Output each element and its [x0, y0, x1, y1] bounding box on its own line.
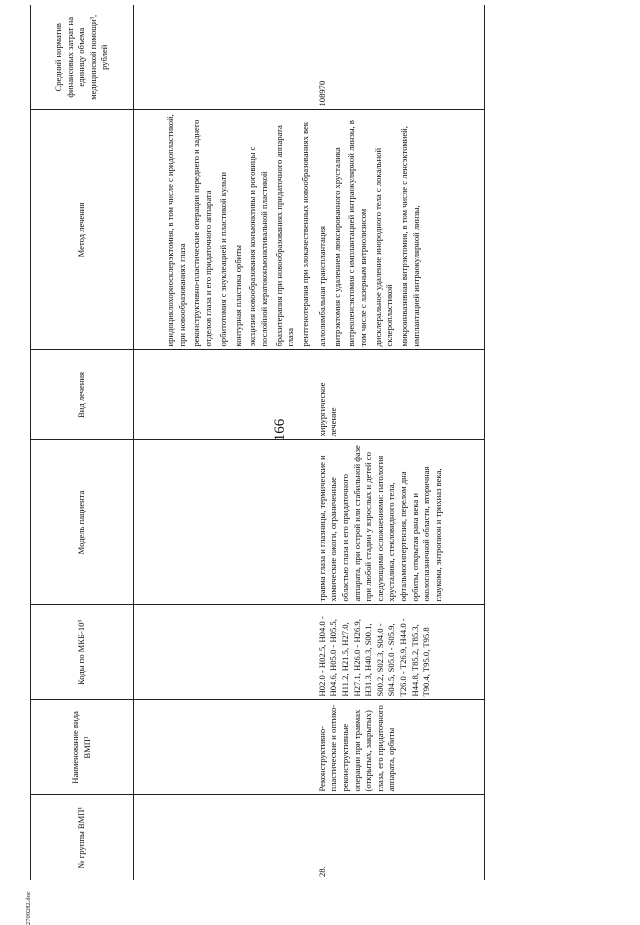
- method-item: эксцизия новообразования конъюнктивы и роговицы с послойной кератоконъюнктивальной пластикой: [247, 146, 269, 347]
- header-group-number: № группы ВМП¹: [31, 795, 134, 880]
- cost-cell: 108970: [316, 5, 485, 110]
- header-patient-model: Модель пациента: [31, 440, 134, 605]
- document-id: 2709282.doc: [25, 891, 32, 925]
- table-row: [316, 5, 485, 880]
- treatment-methods-cell: [316, 110, 485, 350]
- vmp-name-cell: Реконструктивно-пластические и оптико-реконструктивные операции при травмах (открытых, закрытых) глаза, его придаточного аппарата, орбиты: [316, 700, 485, 795]
- icd-codes-cell: H02.0 - H02.5, H04.0 - H04.6, H05.0 - H05.5, H11.2, H21.5, H27.0, H27.1, H26.0 - H26.9, H31.3, H40.3, S00.1, S00.2, S02.3, S04.0 - S04.5, S05.0 - S05.9, T26.0 - T26.9, H44.0 - H44.8, T85.2, T85.3, T90.4, T95.0, T95.8: [316, 605, 485, 700]
- method-item: иридоциклохориосклерэктомия, в том числе с иридопластикой, при новообразованиях глаза: [165, 114, 187, 347]
- method-item: брахитерапия при новообразованиях придаточного аппарата глаза: [273, 125, 296, 347]
- continuation-methods-cell: [164, 110, 316, 350]
- group-number-cell: 28.: [316, 795, 485, 880]
- header-treatment-type: Вид лечения: [31, 350, 134, 440]
- page-number: 166: [272, 418, 288, 442]
- header-vmp-name: Наименование вида ВМП¹: [31, 700, 134, 795]
- method-item: орбитотомия с энуклеацией и пластикой культи: [217, 172, 228, 347]
- header-cost-norm: Средний норматив финансовых затрат на единицу объема медицинской помощи³, рублей: [31, 5, 134, 110]
- patient-model-cell: травма глаза и глазницы, термические и химические ожоги, ограниченные областью глаза и его придаточного аппарата, при острой или стабильной фазе при любой стадии у взрослых и детей со следующими осложнениями: патология хрусталика, стекловидного тела, офтальмогипертензия, перелом дна орбиты, открытая рана века и окологлазничной области, вторичная глаукома, энтропион и трихиаз века,: [316, 440, 485, 605]
- method-item: рентгенотерапия при злокачественных новообразованиях век: [300, 121, 311, 347]
- method-item: витреоленсэктомия с имплантацией интраокулярной линзы, в том числе с лазерным витриолизисом: [346, 120, 368, 347]
- header-icd-codes: Коды по МКБ-10³: [31, 605, 134, 700]
- continuation-row: [164, 5, 316, 880]
- method-item: дисклеральное удаление инородного тела с локальной склеропластикой: [372, 147, 395, 347]
- vmp-table: [30, 5, 485, 880]
- method-item: реконструктивно-пластические операции переднего и заднего отделов глаза и его придаточного аппарата: [191, 119, 213, 347]
- table-spacer-row: [134, 5, 165, 880]
- method-item: контурная пластика орбиты: [232, 245, 243, 347]
- header-treatment-method: Метод лечения: [31, 110, 134, 350]
- method-item: витрэктомия с удалением люксированного хрусталика: [331, 147, 342, 347]
- table-header-row: [31, 5, 134, 880]
- rotated-page: [30, 5, 600, 880]
- treatment-type-cell: хирургическое лечение: [316, 350, 485, 440]
- method-item: микроинвазивная витрэктомия, в том числе с ленсэктомией, имплантацией интраокулярной линзы,: [399, 126, 421, 347]
- method-item: аллолимбальная трансплантация: [316, 226, 327, 347]
